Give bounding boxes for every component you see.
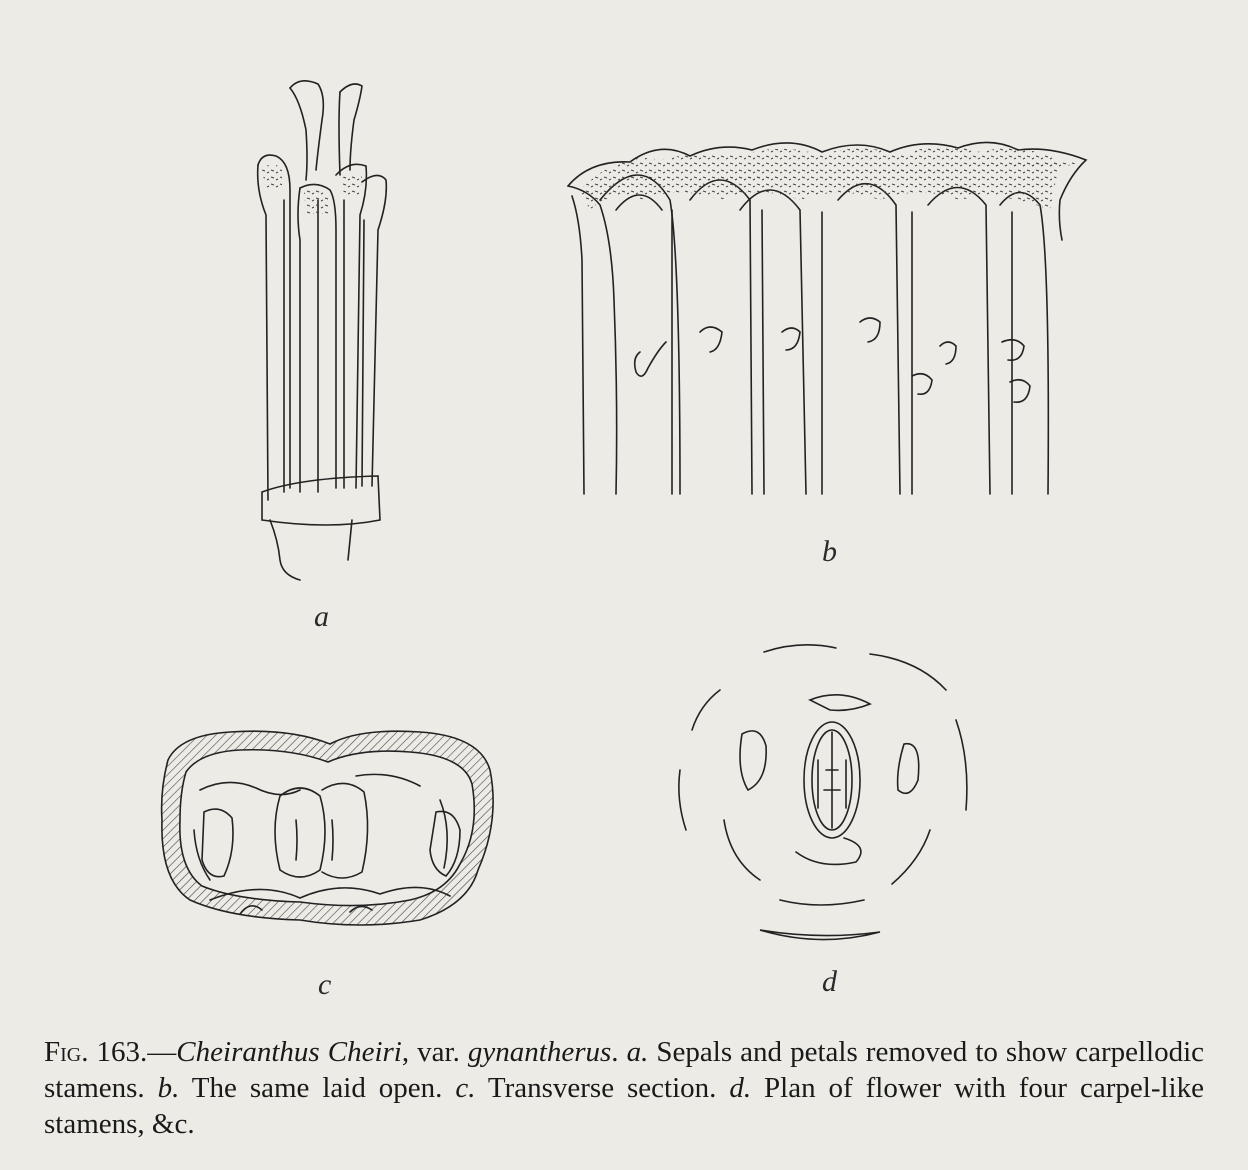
caption-d-text: Plan of flower with four carpel-like stamens, &c. bbox=[44, 1072, 1204, 1140]
caption-a-text: Sepals and petals removed to show carpellodic stamens. bbox=[44, 1036, 1205, 1104]
figure-d-drawing bbox=[679, 645, 967, 940]
caption-var-prefix: , var. bbox=[401, 1036, 468, 1068]
caption-variety: gynantherus bbox=[467, 1036, 612, 1068]
caption-species: Cheiranthus Cheiri bbox=[176, 1036, 402, 1068]
caption-c-text: Transverse section. bbox=[475, 1072, 730, 1104]
caption-d-letter: d. bbox=[729, 1072, 752, 1104]
caption-b-letter: b. bbox=[157, 1072, 180, 1104]
caption-b-text: The same laid open. bbox=[179, 1072, 456, 1104]
figure-number: Fig. 163. bbox=[44, 1036, 148, 1068]
figure-a-drawing bbox=[258, 81, 387, 580]
figure-label-b: b bbox=[822, 535, 837, 568]
caption-c-letter: c. bbox=[455, 1072, 476, 1104]
figure-label-a: a bbox=[314, 600, 329, 633]
caption-a-letter: a. bbox=[626, 1036, 649, 1068]
caption-dash: — bbox=[147, 1036, 177, 1068]
figure-caption bbox=[44, 1034, 1204, 1142]
caption-sep: . bbox=[611, 1036, 627, 1068]
figure-b-drawing bbox=[568, 142, 1086, 494]
figure-label-c: c bbox=[318, 968, 332, 1001]
figure-label-d: d bbox=[822, 965, 837, 998]
figure-c-drawing bbox=[162, 731, 494, 925]
